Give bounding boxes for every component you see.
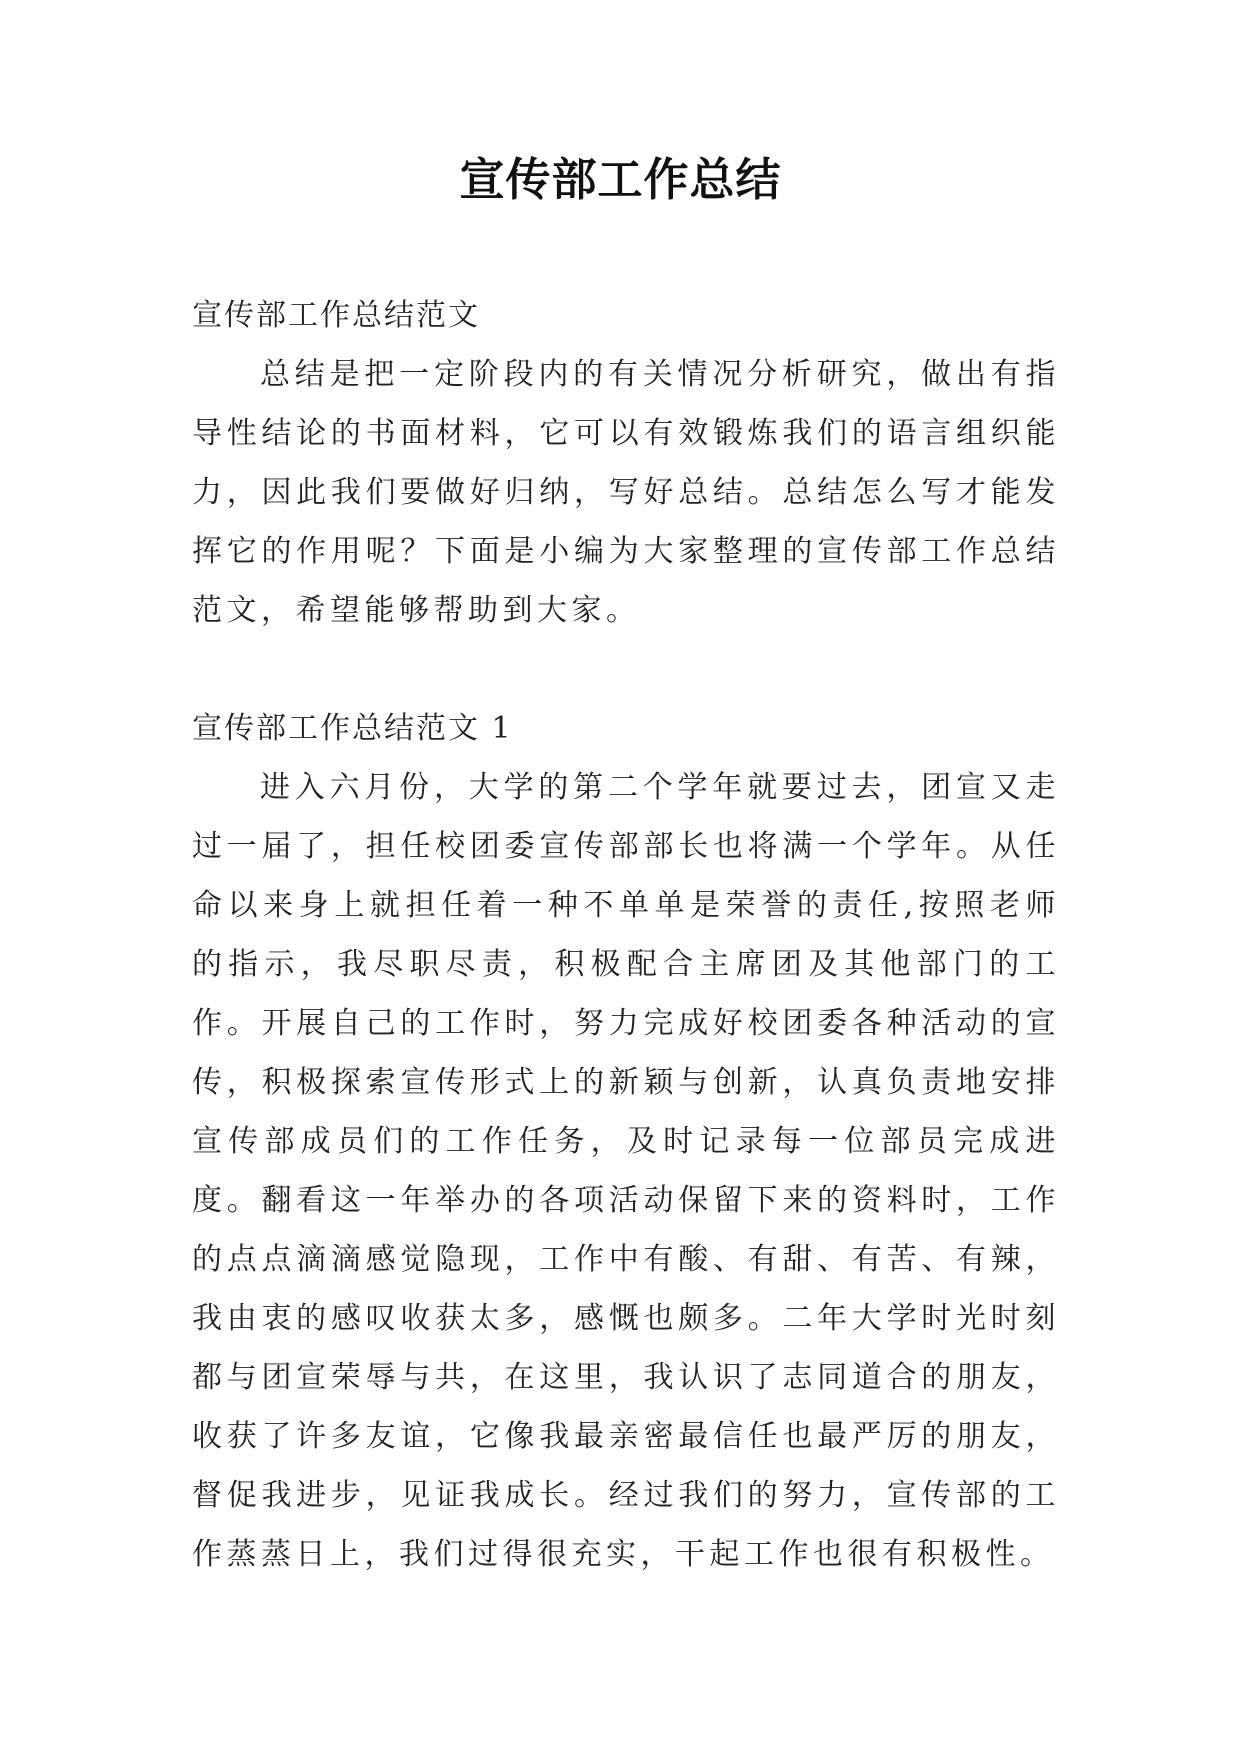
page-title: 宣传部工作总结 [459,153,782,206]
section-spacer [192,640,1060,699]
body-paragraph: 进入六月份，大学的第二个学年就要过去，团宣又走过一届了，担任校团委宣传部部长也将满一个学年。从任命以来身上就担任着一种不单单是荣誉的责任,按照老师的指示，我尽职尽责，积极配合主席团及其他部门的工作。开展自己的工作时，努力完成好校团委各种活动的宣传，积极探索宣传形式上的新颖与创新，认真负责地安排宣传部成员们的工作任务，及时记录每一位部员完成进度。翻看这一年举办的各项活动保留下来的资料时，工作的点点滴滴感觉隐现，工作中有酸、有甜、有苦、有辣，我由衷的感叹收获太多，感慨也颇多。二年大学时光时刻都与团宣荣辱与共，在这里，我认识了志同道合的朋友，收获了许多友谊，它像我最亲密最信任也最严厉的朋友，督促我进步，见证我成长。经过我们的努力，宣传部的工作蒸蒸日上，我们过得很充实，干起工作也很有积极性。 [192,770,1060,1572]
document-body [192,286,1060,1584]
section-heading: 宣传部工作总结范文 [192,298,480,333]
intro-paragraph: 总结是把一定阶段内的有关情况分析研究，做出有指导性结论的书面材料，它可以有效锻炼我们的语言组织能力，因此我们要做好归纳，写好总结。总结怎么写才能发挥它的作用呢？下面是小编为大家整理的宣传部工作总结范文，希望能够帮助到大家。 [192,357,1060,628]
section-heading: 宣传部工作总结范文 1 [192,711,513,746]
